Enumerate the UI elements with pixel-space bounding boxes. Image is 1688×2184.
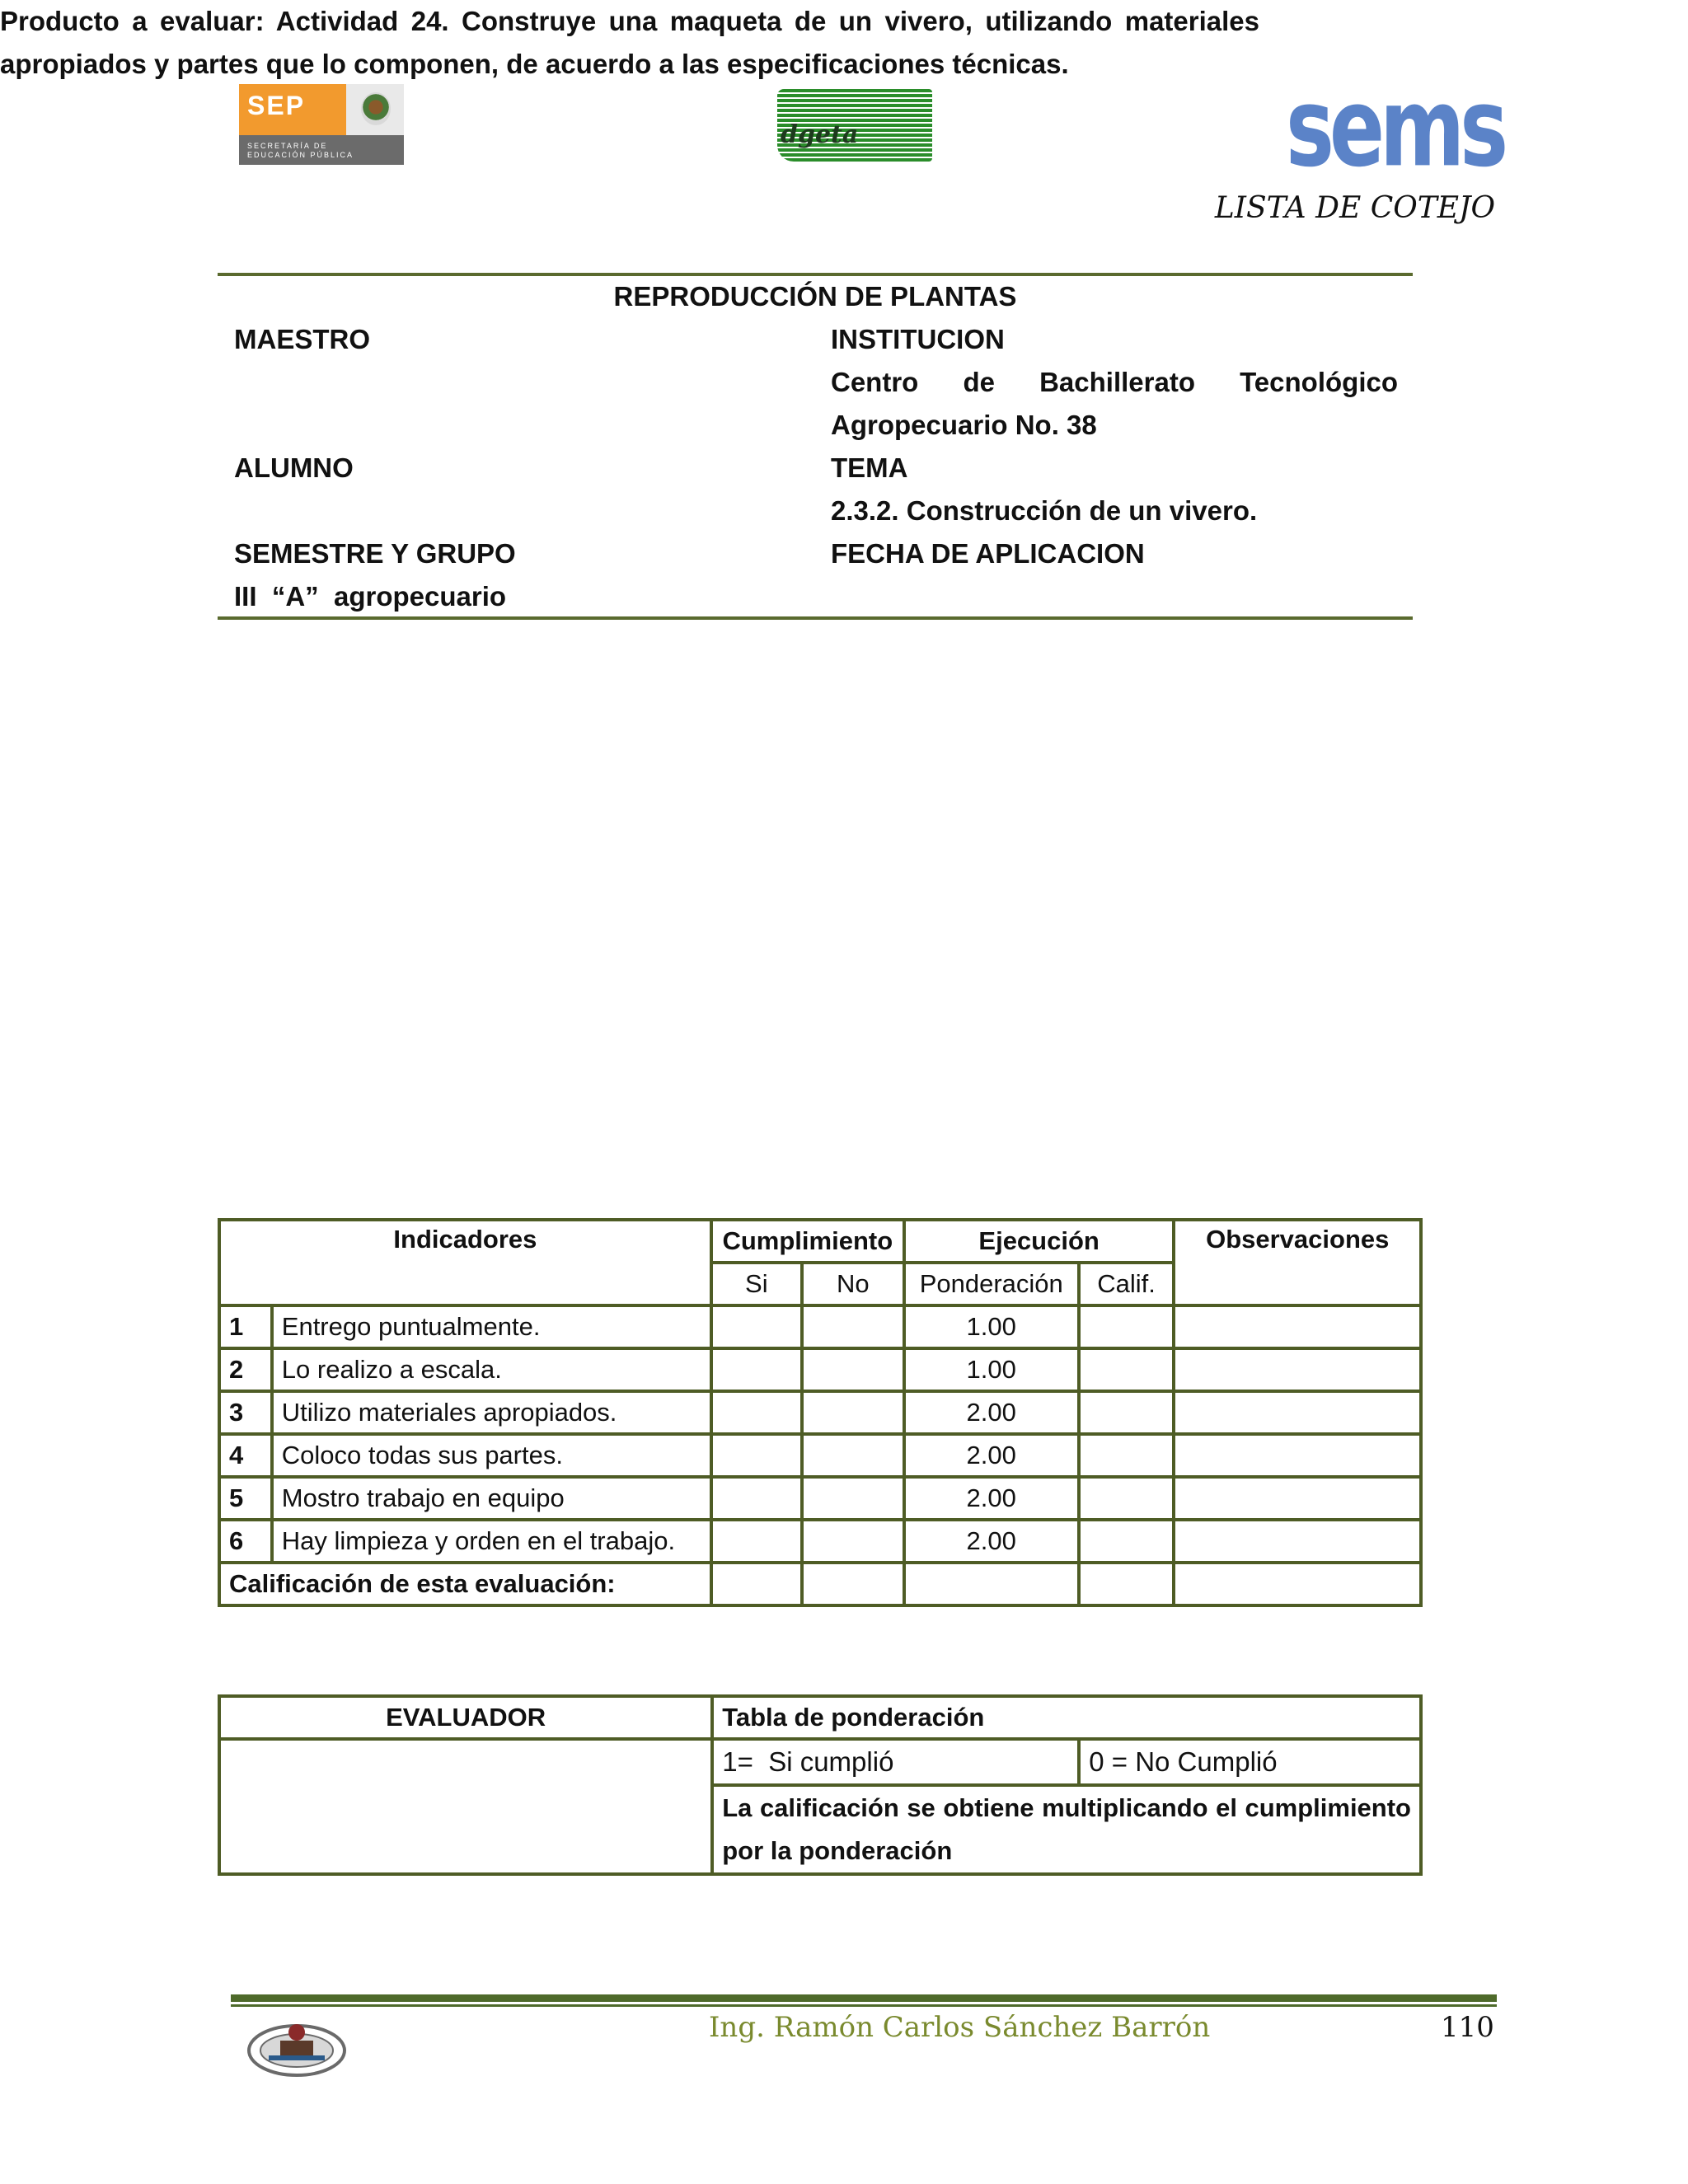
row-ponderacion: 2.00 (904, 1520, 1079, 1563)
cell-calif[interactable] (1079, 1348, 1175, 1391)
row-indicator: Hay limpieza y orden en el trabajo. (272, 1520, 711, 1563)
institucion-value-line1: Centro de Bachillerato Tecnológico (831, 367, 1398, 397)
cell-calif[interactable] (1079, 1391, 1175, 1434)
cell-no[interactable] (802, 1348, 904, 1391)
header-calif: Calif. (1079, 1263, 1175, 1305)
ponderacion-table-header: Tabla de ponderación (712, 1696, 1421, 1739)
bottom-rule (218, 616, 1413, 620)
cell-observaciones[interactable] (1174, 1391, 1421, 1434)
row-number: 2 (219, 1348, 272, 1391)
header-cumplimiento: Cumplimiento (711, 1220, 904, 1263)
cell-observaciones[interactable] (1174, 1348, 1421, 1391)
product-description: Producto a evaluar: Actividad 24. Construye una maqueta de un vivero, utilizando materiales apropiados y partes que lo componen, de acuerdo a las especificaciones técnicas. (0, 6, 1259, 79)
cell-no[interactable] (802, 1391, 904, 1434)
total-label: Calificación de esta evaluación: (219, 1563, 711, 1605)
header-si: Si (711, 1263, 802, 1305)
cell-si[interactable] (711, 1477, 802, 1520)
row-ponderacion: 1.00 (904, 1305, 1079, 1348)
cell-calif[interactable] (1079, 1520, 1175, 1563)
semestre-value: III “A” agropecuario (234, 581, 507, 612)
header-ejecucion: Ejecución (904, 1220, 1175, 1263)
row-number: 5 (219, 1477, 272, 1520)
sep-logo-word: SEP (247, 91, 306, 120)
cell-si[interactable] (711, 1391, 802, 1434)
mexican-crest-icon (346, 84, 404, 135)
row-number: 1 (219, 1305, 272, 1348)
table-row (219, 1477, 1421, 1520)
indicators-table (218, 1218, 1423, 1607)
maestro-label: MAESTRO (234, 324, 370, 354)
alumno-label: ALUMNO (234, 452, 354, 483)
row-indicator: Mostro trabajo en equipo (272, 1477, 711, 1520)
subject-title: REPRODUCCIÓN DE PLANTAS (613, 281, 1017, 312)
tema-value: 2.3.2. Construcción de un vivero. (831, 495, 1258, 526)
row-ponderacion: 1.00 (904, 1348, 1079, 1391)
table-row (219, 1305, 1421, 1348)
row-indicator: Utilizo materiales apropiados. (272, 1391, 711, 1434)
header-ponderacion: Ponderación (904, 1263, 1079, 1305)
row-ponderacion: 2.00 (904, 1477, 1079, 1520)
sep-logo (239, 84, 404, 165)
header-indicadores: Indicadores (219, 1220, 711, 1305)
row-indicator: Entrego puntualmente. (272, 1305, 711, 1348)
semestre-label: SEMESTRE Y GRUPO (234, 538, 516, 569)
cell-no[interactable] (802, 1477, 904, 1520)
footer-rule (231, 1994, 1497, 2002)
total-no[interactable] (802, 1563, 904, 1605)
table-row (219, 1391, 1421, 1434)
table-row (219, 1434, 1421, 1477)
calculation-note: La calificación se obtiene multiplicando el cumplimiento por la ponderación (712, 1785, 1421, 1874)
sems-logo-word: sems (1286, 64, 1504, 191)
table-row (219, 1348, 1421, 1391)
header-no: No (802, 1263, 904, 1305)
total-calif[interactable] (1079, 1563, 1175, 1605)
dgeta-logo-word: dgeta (781, 120, 859, 149)
dgeta-logo (777, 89, 932, 162)
cell-calif[interactable] (1079, 1477, 1175, 1520)
total-row (219, 1563, 1421, 1605)
school-seal-icon (244, 2018, 349, 2080)
footer-author: Ing. Ramón Carlos Sánchez Barrón (709, 2011, 1211, 2044)
row-number: 4 (219, 1434, 272, 1477)
institucion-label: INSTITUCION (831, 324, 1005, 354)
no-cumplio-legend: 0 = No Cumplió (1079, 1739, 1421, 1785)
cell-si[interactable] (711, 1520, 802, 1563)
tema-label: TEMA (831, 452, 908, 483)
cell-observaciones[interactable] (1174, 1477, 1421, 1520)
total-ponderacion[interactable] (904, 1563, 1079, 1605)
page-number: 110 (1441, 2011, 1494, 2044)
cell-calif[interactable] (1079, 1305, 1175, 1348)
row-ponderacion: 2.00 (904, 1391, 1079, 1434)
evaluador-signature-field[interactable] (219, 1739, 712, 1874)
evaluador-header: EVALUADOR (219, 1696, 712, 1739)
sems-logo (1286, 64, 1504, 191)
cell-no[interactable] (802, 1520, 904, 1563)
fecha-label: FECHA DE APLICACION (831, 538, 1145, 569)
row-indicator: Lo realizo a escala. (272, 1348, 711, 1391)
row-number: 6 (219, 1520, 272, 1563)
row-ponderacion: 2.00 (904, 1434, 1079, 1477)
total-observaciones[interactable] (1174, 1563, 1421, 1605)
cell-no[interactable] (802, 1434, 904, 1477)
si-cumplio-legend: 1= Si cumplió (712, 1739, 1079, 1785)
cell-si[interactable] (711, 1434, 802, 1477)
evaluator-table (218, 1694, 1423, 1876)
total-si[interactable] (711, 1563, 802, 1605)
footer-rule-thin (231, 2004, 1497, 2007)
cell-observaciones[interactable] (1174, 1520, 1421, 1563)
document-type-title: LISTA DE COTEJO (1214, 191, 1495, 225)
row-number: 3 (219, 1391, 272, 1434)
cell-observaciones[interactable] (1174, 1434, 1421, 1477)
cell-no[interactable] (802, 1305, 904, 1348)
cell-si[interactable] (711, 1348, 802, 1391)
institucion-value-line2: Agropecuario No. 38 (831, 410, 1097, 440)
cell-observaciones[interactable] (1174, 1305, 1421, 1348)
table-row (219, 1520, 1421, 1563)
cell-si[interactable] (711, 1305, 802, 1348)
header-observaciones: Observaciones (1174, 1220, 1421, 1305)
sep-logo-subtitle: SECRETARÍA DE EDUCACIÓN PÚBLICA (247, 142, 354, 159)
cell-calif[interactable] (1079, 1434, 1175, 1477)
row-indicator: Coloco todas sus partes. (272, 1434, 711, 1477)
